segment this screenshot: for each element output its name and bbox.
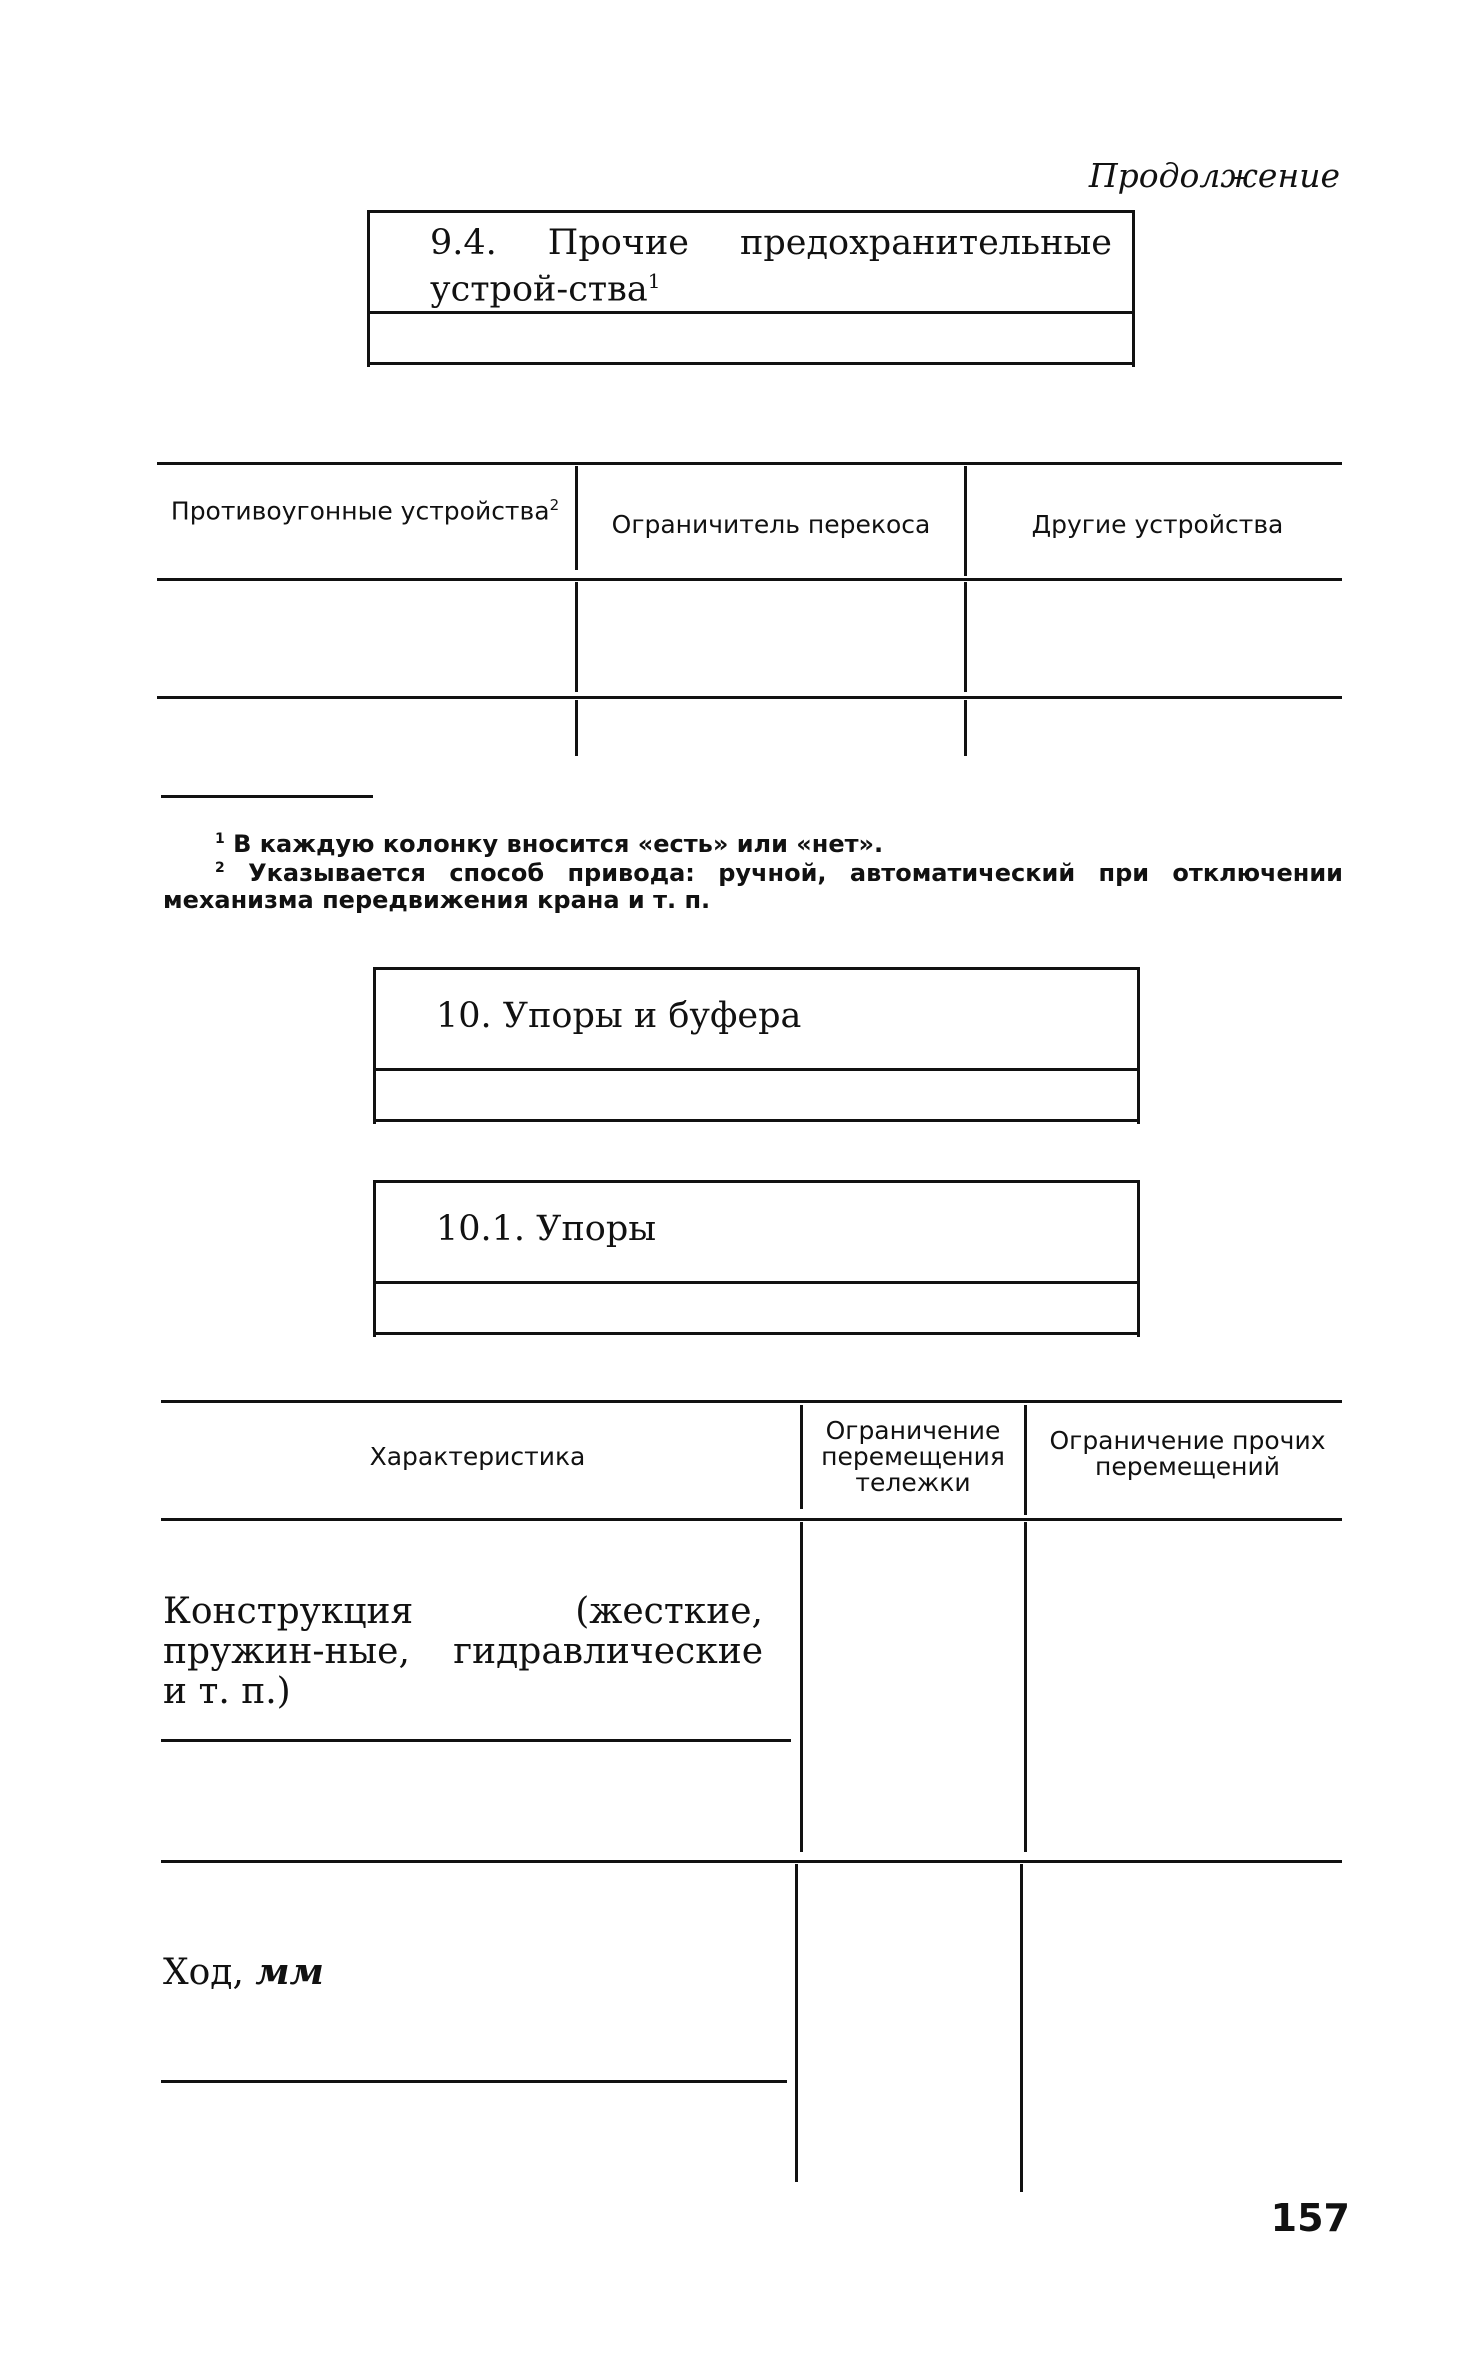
section-9-4-title: 9.4. Прочие предохранительные устрой-ства$^1$ xyxy=(430,223,1112,310)
stops-col-trolley-limit: Ограничение перемещения тележки xyxy=(821,1416,1005,1497)
section-10-1-title: 10.1. Упоры xyxy=(436,1209,657,1249)
stops-row-construction-label: Конструкция (жесткие, пружин-ные, гидравлические и т. п.) xyxy=(163,1591,763,1712)
stops-row-travel-unit: мм xyxy=(255,1951,324,1993)
footnote-separator xyxy=(161,795,373,798)
footnote-2: $^2$ Указывается способ привода: ручной, автоматический при отключении механизма передвижения крана и т. п. xyxy=(163,859,1343,914)
footnote-ref-1: 1 xyxy=(647,269,661,293)
section-10-box xyxy=(373,967,1140,1124)
devices-col-other-devices: Другие устройства xyxy=(1031,510,1284,539)
section-9-4-box xyxy=(367,210,1135,367)
footnote-ref-2: 2 xyxy=(549,496,560,514)
footnote-1: $^1$ В каждую колонку вносится «есть» или «нет». xyxy=(215,830,884,858)
section-10-1-box xyxy=(373,1180,1140,1337)
stops-col-other-limit: Ограничение прочих перемещений xyxy=(1049,1426,1326,1481)
continuation-label: Продолжение xyxy=(1088,156,1340,195)
devices-col-skew-limiter: Ограничитель перекоса xyxy=(611,510,931,539)
page-number: 157 xyxy=(1270,2196,1350,2240)
devices-col-anti-theft: Противоугонные устройства$^2$ xyxy=(170,496,560,526)
stops-row-travel-label: Ход, мм xyxy=(163,1951,324,1993)
section-10-title: 10. Упоры и буфера xyxy=(436,996,802,1036)
stops-col-characteristic: Характеристика xyxy=(369,1442,586,1471)
